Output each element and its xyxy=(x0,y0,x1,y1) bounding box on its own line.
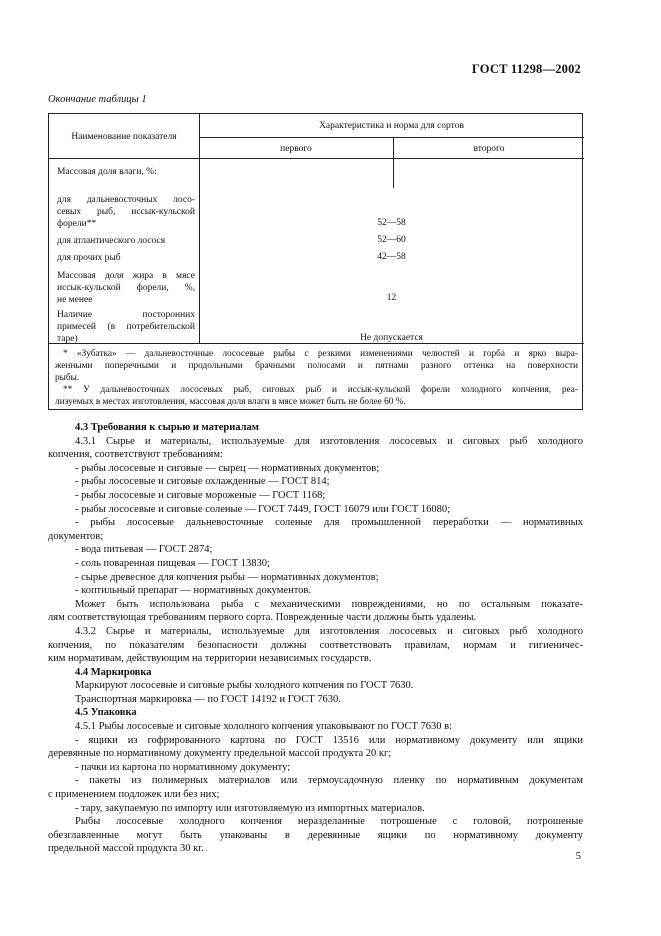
value-other: 42—58 xyxy=(377,252,406,262)
list-item: - вода питьевая — ГОСТ 2874; xyxy=(75,544,213,556)
list-item: - рыбы лососевые дальневосточные соленые для промышленной переработки — нормативных xyxy=(75,517,583,529)
row-other: для прочих рыб xyxy=(57,253,121,263)
list-item: - соль поваренная пищевая — ГОСТ 13830; xyxy=(75,557,270,569)
value-atlantic: 52—60 xyxy=(377,235,406,245)
header-group: Характеристика и норма для сортов xyxy=(319,121,464,131)
table-footnotes: * «Зубатка» — дальневосточные лососевые рыбы с резкими изменениями челюстей и горба и ярко выра- женными поперечными и продольными брачными полосами и пятнами разного оттенка на поверхности рыбы. ** У дальневосточных лососевых рыб, сиговых рыб и иссык-кульской форели холодного копчения, реа- лизуемых в местах изготовления, массовая доля влаги в мясе может быть не более 60 %. xyxy=(55,349,578,407)
list-item: - рыбы лососевые и сиговые мороженые — ГОСТ 1168; xyxy=(75,489,326,501)
table-header-bottom xyxy=(49,158,584,159)
row-far-east: для дальневосточных лосо- севых рыб, иссык-кульской форели** xyxy=(57,195,195,229)
value-far-east: 52—58 xyxy=(377,218,406,228)
list-item: - сырье древесное для копчения рыбы — нормативных документов; xyxy=(75,571,379,583)
heading-4-4: 4.4 Маркировка xyxy=(75,666,152,678)
list-item: - рыбы лососевые и сиговые охлажденные — ГОСТ 814; xyxy=(75,476,330,488)
standard-number: ГОСТ 11298—2002 xyxy=(471,62,581,76)
list-item: - пачки из картона по нормативному документу; xyxy=(75,761,291,773)
page-number: 5 xyxy=(575,851,581,862)
header-first: первого xyxy=(280,144,312,154)
row-impurities: Наличие посторонних примесей (в потребительской таре) xyxy=(57,310,195,344)
list-item: - пакеты из полимерных материалов или термоусадочную пленку по нормативным документам xyxy=(75,775,583,787)
row-fat: Массовая доля жира в мясе иссык-кульской форели, %, не менее xyxy=(57,271,195,305)
list-item: - ящики из гофрированного картона по ГОСТ 13516 или нормативному документу или ящики xyxy=(75,734,583,746)
list-item: - рыбы лососевые и сиговые — сырец — нормативных документов; xyxy=(75,462,380,474)
row-atlantic: для атлантического лосося xyxy=(57,236,166,246)
table-header-divider xyxy=(199,137,584,138)
specification-table xyxy=(48,113,583,410)
row-moisture: Массовая доля влаги, %: xyxy=(57,167,157,177)
table-caption: Окончание таблицы 1 xyxy=(48,94,147,105)
header-second: второго xyxy=(473,144,505,154)
list-item: - тару, закупаемую по импорту или изготовляемую из импортных материалов. xyxy=(75,802,425,814)
value-fat: 12 xyxy=(386,293,397,303)
header-indicator: Наименование показателя xyxy=(71,132,177,142)
value-impurities: Не допускается xyxy=(360,333,423,343)
body-text: 4.3 Требования к сырью и материалам 4.3.1 Сырье и материалы, используемые для изготовления лососевых и сиговых рыб холодного копчения, соответствуют требованиям: - рыбы лососевые и сиговые — сырец — нормативных документов; - рыбы лососевые и сиговые охлажденные — ГОСТ 814; - рыбы лососевые и сиговые мороженые — ГОСТ 1168; - рыбы лососевые и сиговые соленые — ГОСТ 7449, ГОСТ 16079 или ГОСТ 16080; - рыбы лососевые дальневосточные соленые для промышленной переработки — нормативных документов; - вода питьевая — ГОСТ 2874; - соль поваренная пищевая — ГОСТ 13830; - сырье древесное для копчения рыбы — нормативных документов; - коптильный препарат — нормативных документов. Может быть использована рыба с механическими повреждениями, но по остальным показате- лям соответствующая требованиям первого сорта. Поврежденные части должны быть удалены. 4.3.2 Сырье и материалы, используемые для изготовления лососевых и сиговых рыб холодного копчения, по показателям безопасности должны соответствовать правилам, нормам и гигиеничес- ким нормативам, действующим на территории независимых государств. 4.4 Маркировка Маркируют лососевые и сиговые рыбы холодного копчения по ГОСТ 7630. Транспортная маркировка — по ГОСТ 14192 и ГОСТ 7630. 4.5 Упаковка 4.5.1 Рыбы лососевые и сиговые хололного копчения упаковывают по ГОСТ 7630 в: - ящики из гофрированного картона по ГОСТ 13516 или нормативному документу или ящики деревянные по нормативному документу предельной массой продукта 20 кг; - пачки из картона по нормативному документу; - пакеты из полимерных материалов или термоусадочную пленку по нормативным документам с применением подложек или без них; - тару, закупаемую по импорту или изготовляемую из импортных материалов. Рыбы лососевые холодного копчения неразделанные потрошеные с головой, потрошеные обезглавленные могут быть упакованы в деревянные ящики по нормативному документу предельной массой продукта 30 кг. xyxy=(48,422,583,855)
heading-4-5: 4.5 Упаковка xyxy=(75,707,137,719)
heading-4-3: 4.3 Требования к сырью и материалам xyxy=(75,422,259,433)
list-item: - рыбы лососевые и сиговые соленые — ГОСТ 7449, ГОСТ 16079 или ГОСТ 16080; xyxy=(75,503,451,515)
list-item: - коптильный препарат — нормативных документов. xyxy=(75,585,311,597)
